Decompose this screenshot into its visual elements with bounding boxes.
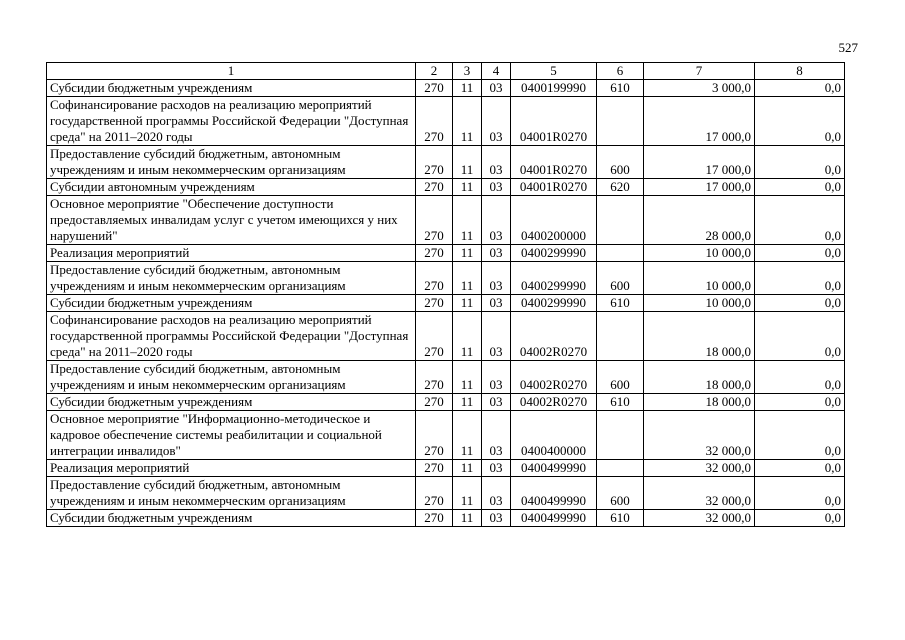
row-code-ministry: 270: [416, 179, 453, 196]
row-code-section: 11: [453, 245, 482, 262]
table-row: [47, 97, 845, 146]
row-amount: 32 000,0: [644, 460, 755, 477]
column-header-row: [47, 63, 845, 80]
table-row: [47, 80, 845, 97]
budget-table: [46, 62, 845, 527]
table-body: [47, 80, 845, 527]
row-name: Субсидии бюджетным учреждениям: [47, 510, 416, 527]
row-amount: 17 000,0: [644, 97, 755, 146]
column-header: 4: [482, 63, 511, 80]
row-code-ministry: 270: [416, 80, 453, 97]
row-amount-extra: 0,0: [755, 477, 845, 510]
row-amount-extra: 0,0: [755, 179, 845, 196]
row-code-ministry: 270: [416, 196, 453, 245]
row-code-subsection: 03: [482, 262, 511, 295]
row-amount-extra: 0,0: [755, 460, 845, 477]
row-code-subsection: 03: [482, 97, 511, 146]
row-code-subsection: 03: [482, 394, 511, 411]
row-code-expense-type: 600: [597, 477, 644, 510]
row-code-expense-type: 610: [597, 295, 644, 312]
row-code-ministry: 270: [416, 510, 453, 527]
row-amount: 32 000,0: [644, 510, 755, 527]
row-amount: 10 000,0: [644, 295, 755, 312]
row-amount: 18 000,0: [644, 312, 755, 361]
row-code-target: 0400499990: [511, 510, 597, 527]
row-code-target: 0400299990: [511, 295, 597, 312]
row-code-target: 0400400000: [511, 411, 597, 460]
row-name: Основное мероприятие "Обеспечение доступности предоставляемых инвалидам услуг с учетом имеющихся у них нарушений": [47, 196, 416, 245]
column-header: 2: [416, 63, 453, 80]
row-code-target: 0400499990: [511, 477, 597, 510]
row-code-subsection: 03: [482, 245, 511, 262]
row-code-section: 11: [453, 361, 482, 394]
row-code-section: 11: [453, 411, 482, 460]
row-name: Софинансирование расходов на реализацию мероприятий государственной программы Российской Федерации "Доступная среда" на 2011–2020 годы: [47, 312, 416, 361]
row-amount: 18 000,0: [644, 394, 755, 411]
row-code-section: 11: [453, 262, 482, 295]
row-name: Предоставление субсидий бюджетным, автономным учреждениям и иным некоммерческим организациям: [47, 262, 416, 295]
row-code-subsection: 03: [482, 411, 511, 460]
row-code-subsection: 03: [482, 295, 511, 312]
row-code-section: 11: [453, 146, 482, 179]
row-code-expense-type: [597, 97, 644, 146]
row-code-section: 11: [453, 80, 482, 97]
row-code-expense-type: 610: [597, 80, 644, 97]
row-code-target: 0400199990: [511, 80, 597, 97]
table-row: [47, 361, 845, 394]
row-code-expense-type: 600: [597, 361, 644, 394]
table-row: [47, 179, 845, 196]
row-code-ministry: 270: [416, 460, 453, 477]
row-code-ministry: 270: [416, 262, 453, 295]
row-code-subsection: 03: [482, 80, 511, 97]
row-name: Субсидии бюджетным учреждениям: [47, 295, 416, 312]
column-header: 1: [47, 63, 416, 80]
column-header: 5: [511, 63, 597, 80]
table-row: [47, 312, 845, 361]
row-code-expense-type: [597, 460, 644, 477]
row-code-target: 04002R0270: [511, 361, 597, 394]
row-amount-extra: 0,0: [755, 262, 845, 295]
row-code-expense-type: [597, 196, 644, 245]
row-code-section: 11: [453, 196, 482, 245]
table-row: [47, 477, 845, 510]
row-code-subsection: 03: [482, 179, 511, 196]
row-code-expense-type: 610: [597, 394, 644, 411]
row-code-subsection: 03: [482, 477, 511, 510]
row-name: Субсидии бюджетным учреждениям: [47, 80, 416, 97]
row-code-target: 0400299990: [511, 262, 597, 295]
column-header: 8: [755, 63, 845, 80]
row-code-target: 04001R0270: [511, 179, 597, 196]
row-code-expense-type: [597, 411, 644, 460]
row-code-expense-type: [597, 245, 644, 262]
row-code-section: 11: [453, 477, 482, 510]
table-row: [47, 146, 845, 179]
row-code-ministry: 270: [416, 146, 453, 179]
row-code-ministry: 270: [416, 477, 453, 510]
row-amount: 28 000,0: [644, 196, 755, 245]
table-row: [47, 196, 845, 245]
row-amount: 17 000,0: [644, 179, 755, 196]
row-code-subsection: 03: [482, 460, 511, 477]
column-header: 7: [644, 63, 755, 80]
row-amount: 32 000,0: [644, 411, 755, 460]
row-amount: 17 000,0: [644, 146, 755, 179]
row-amount-extra: 0,0: [755, 312, 845, 361]
row-code-expense-type: [597, 312, 644, 361]
row-name: Предоставление субсидий бюджетным, автономным учреждениям и иным некоммерческим организациям: [47, 361, 416, 394]
row-amount: 3 000,0: [644, 80, 755, 97]
row-code-section: 11: [453, 295, 482, 312]
row-code-expense-type: 600: [597, 146, 644, 179]
row-code-subsection: 03: [482, 361, 511, 394]
row-code-target: 0400200000: [511, 196, 597, 245]
row-code-expense-type: 610: [597, 510, 644, 527]
row-code-ministry: 270: [416, 312, 453, 361]
row-amount-extra: 0,0: [755, 196, 845, 245]
column-header: 3: [453, 63, 482, 80]
row-code-ministry: 270: [416, 97, 453, 146]
row-code-target: 0400299990: [511, 245, 597, 262]
row-code-subsection: 03: [482, 312, 511, 361]
row-name: Предоставление субсидий бюджетным, автономным учреждениям и иным некоммерческим организациям: [47, 146, 416, 179]
row-code-section: 11: [453, 394, 482, 411]
row-name: Реализация мероприятий: [47, 245, 416, 262]
table-row: [47, 394, 845, 411]
row-amount-extra: 0,0: [755, 510, 845, 527]
table-row: [47, 460, 845, 477]
row-code-ministry: 270: [416, 411, 453, 460]
table-row: [47, 262, 845, 295]
row-code-expense-type: 620: [597, 179, 644, 196]
row-code-section: 11: [453, 312, 482, 361]
row-code-ministry: 270: [416, 245, 453, 262]
row-amount-extra: 0,0: [755, 361, 845, 394]
table-row: [47, 510, 845, 527]
row-amount-extra: 0,0: [755, 411, 845, 460]
row-code-subsection: 03: [482, 146, 511, 179]
row-name: Основное мероприятие "Информационно-методическое и кадровое обеспечение системы реабилитации и социальной интеграции инвалидов": [47, 411, 416, 460]
table-row: [47, 245, 845, 262]
table-row: [47, 411, 845, 460]
row-amount: 18 000,0: [644, 361, 755, 394]
row-code-target: 04002R0270: [511, 312, 597, 361]
row-amount-extra: 0,0: [755, 245, 845, 262]
table-row: [47, 295, 845, 312]
column-header: 6: [597, 63, 644, 80]
row-name: Софинансирование расходов на реализацию мероприятий государственной программы Российской Федерации "Доступная среда" на 2011–2020 годы: [47, 97, 416, 146]
row-amount-extra: 0,0: [755, 80, 845, 97]
row-amount-extra: 0,0: [755, 394, 845, 411]
row-amount: 10 000,0: [644, 262, 755, 295]
row-name: Субсидии автономным учреждениям: [47, 179, 416, 196]
row-amount-extra: 0,0: [755, 295, 845, 312]
row-amount: 10 000,0: [644, 245, 755, 262]
row-name: Субсидии бюджетным учреждениям: [47, 394, 416, 411]
row-code-target: 04002R0270: [511, 394, 597, 411]
row-amount-extra: 0,0: [755, 146, 845, 179]
row-code-ministry: 270: [416, 394, 453, 411]
row-code-section: 11: [453, 179, 482, 196]
row-code-ministry: 270: [416, 361, 453, 394]
row-amount-extra: 0,0: [755, 97, 845, 146]
page-number: 527: [838, 40, 858, 55]
row-code-target: 0400499990: [511, 460, 597, 477]
row-code-subsection: 03: [482, 510, 511, 527]
row-code-section: 11: [453, 460, 482, 477]
row-code-target: 04001R0270: [511, 97, 597, 146]
row-amount: 32 000,0: [644, 477, 755, 510]
row-code-expense-type: 600: [597, 262, 644, 295]
row-code-ministry: 270: [416, 295, 453, 312]
row-code-section: 11: [453, 510, 482, 527]
row-code-subsection: 03: [482, 196, 511, 245]
row-name: Реализация мероприятий: [47, 460, 416, 477]
row-code-target: 04001R0270: [511, 146, 597, 179]
row-name: Предоставление субсидий бюджетным, автономным учреждениям и иным некоммерческим организациям: [47, 477, 416, 510]
row-code-section: 11: [453, 97, 482, 146]
